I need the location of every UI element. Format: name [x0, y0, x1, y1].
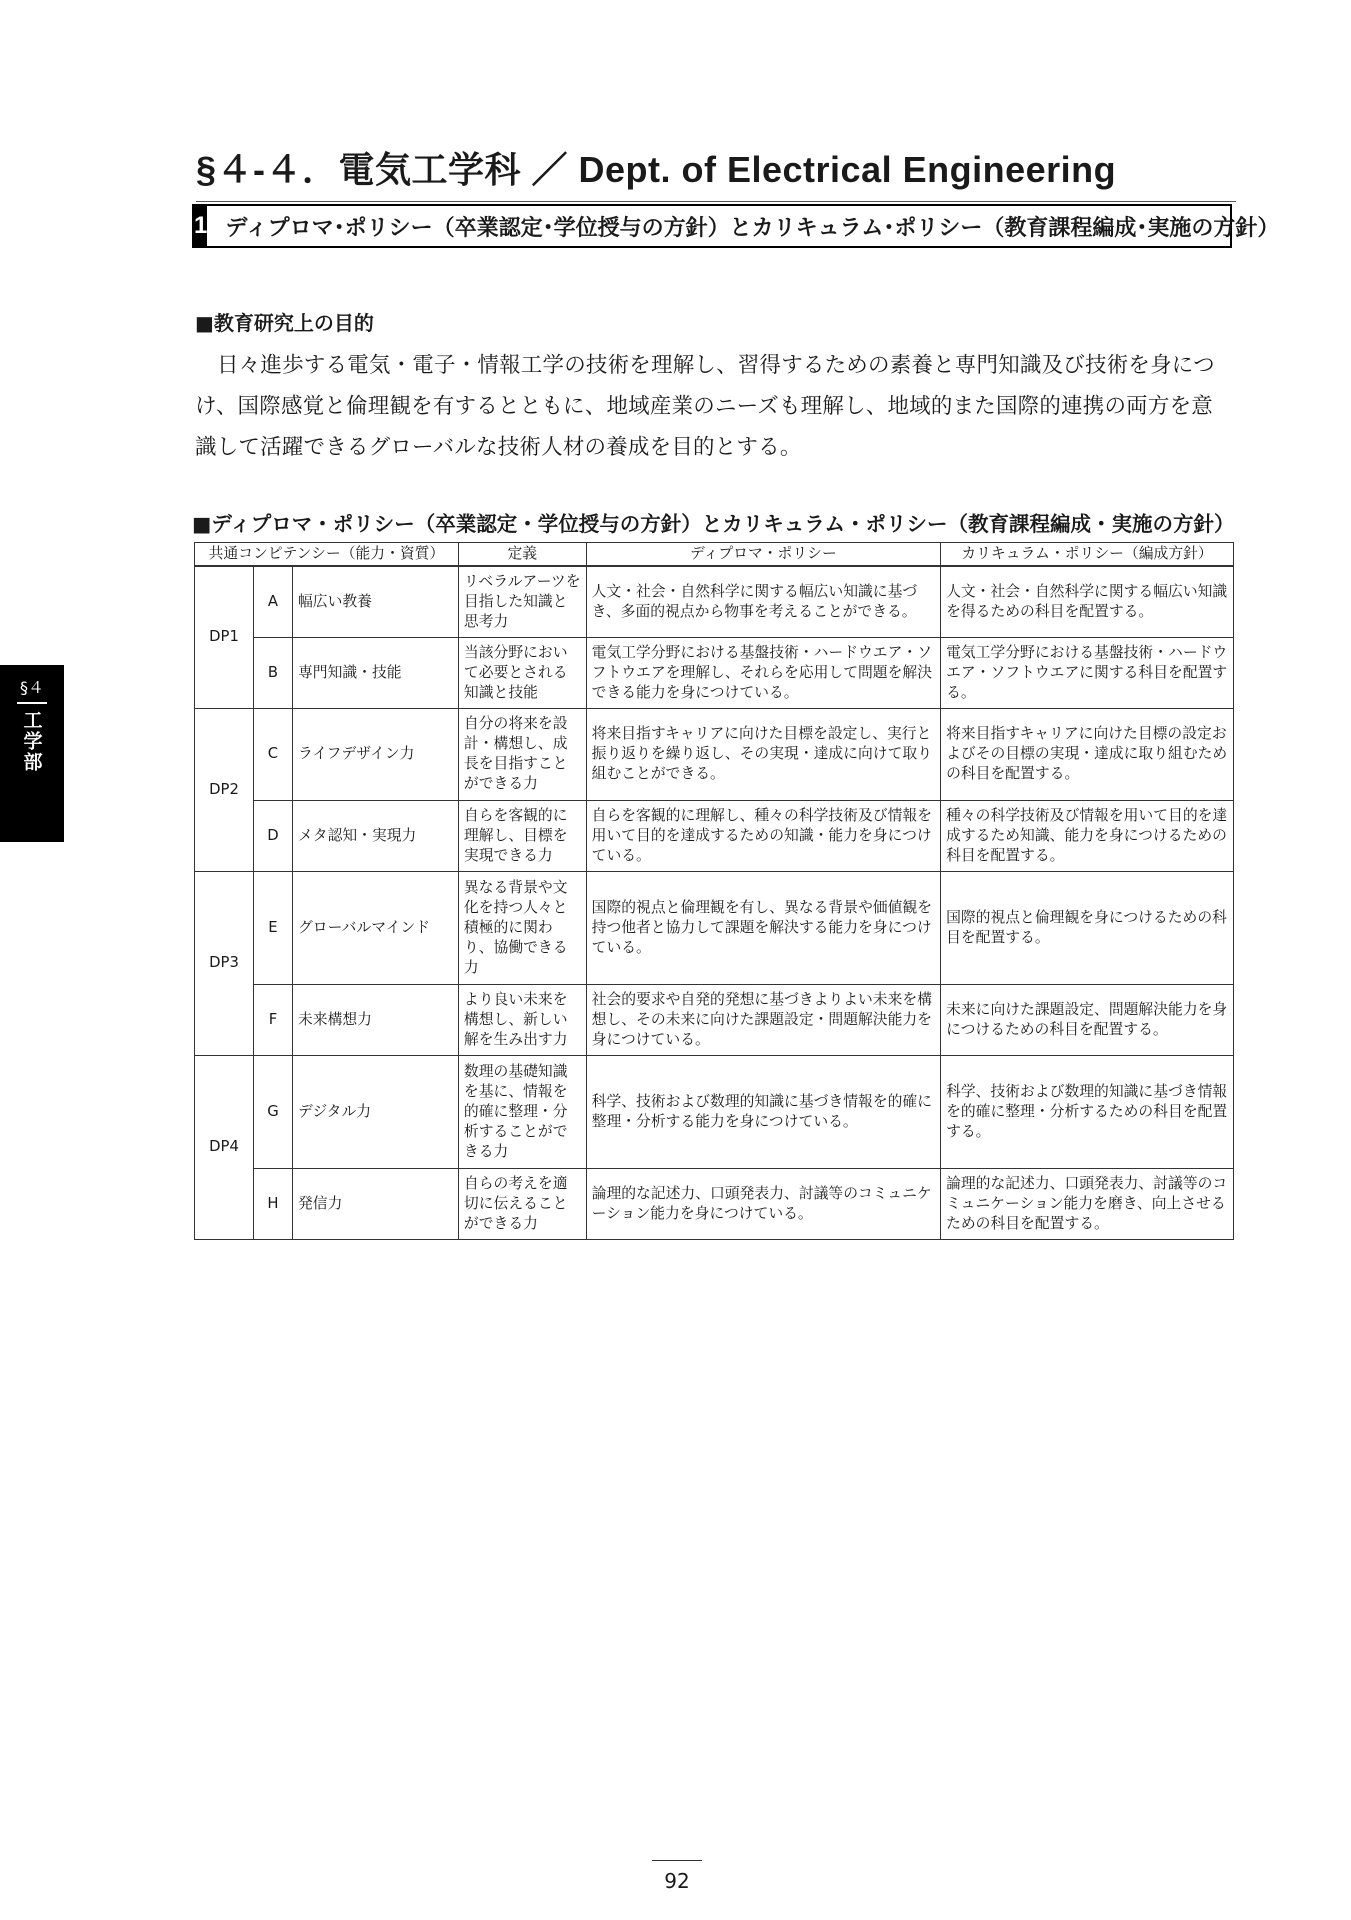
competency-letter: E [253, 871, 292, 984]
competency-name: 発信力 [292, 1168, 458, 1239]
competency-name: デジタル力 [292, 1055, 458, 1168]
purpose-text: 日々進歩する電気・電子・情報工学の技術を理解し、習得するための素養と専門知識及び技術を身につけ、国際感覚と倫理観を有するとともに、地域産業のニーズも理解し、地域的また国際的連携の両方を意識して活躍できるグローバルな技術人材の養成を目的とする。 [195, 353, 1215, 460]
diploma-cell: 人文・社会・自然科学に関する幅広い知識に基づき、多面的視点から物事を考えることができる。 [586, 566, 940, 637]
header-definition: 定義 [458, 543, 586, 567]
curriculum-cell: 科学、技術および数理的知識に基づき情報を的確に整理・分析するための科目を配置する。 [941, 1055, 1234, 1168]
competency-name: 幅広い教養 [292, 566, 458, 637]
competency-letter: C [253, 708, 292, 800]
diploma-cell: 論理的な記述力、口頭発表力、討議等のコミュニケーション能力を身につけている。 [586, 1168, 940, 1239]
table-row [195, 984, 1234, 1055]
diploma-cell: 自らを客観的に理解し、種々の科学技術及び情報を用いて目的を達成するための知識・能力を身につけている。 [586, 800, 940, 871]
definition-cell: より良い未来を構想し、新しい解を生み出す力 [458, 984, 586, 1055]
dp-label: DP1 [195, 566, 254, 708]
definition-cell: 自らを客観的に理解し、目標を実現できる力 [458, 800, 586, 871]
table-row [195, 1055, 1234, 1168]
competency-letter: F [253, 984, 292, 1055]
definition-cell: 自分の将来を設計・構想し、成長を目指すことができる力 [458, 708, 586, 800]
table-row [195, 566, 1234, 637]
header-competency: 共通コンピテンシー（能力・資質） [195, 543, 459, 567]
table-row [195, 708, 1234, 800]
curriculum-cell: 将来目指すキャリアに向けた目標の設定およびその目標の実現・達成に取り組むための科目を配置する。 [941, 708, 1234, 800]
curriculum-cell: 種々の科学技術及び情報を用いて目的を達成するため知識、能力を身につけるための科目を配置する。 [941, 800, 1234, 871]
purpose-heading: ■教育研究上の目的 [195, 311, 374, 335]
definition-cell: リベラルアーツを目指した知識と思考力 [458, 566, 586, 637]
competency-name: メタ認知・実現力 [292, 800, 458, 871]
table-row [195, 637, 1234, 708]
competency-name: グローバルマインド [292, 871, 458, 984]
side-tab-divider [17, 702, 47, 704]
diploma-cell: 将来目指すキャリアに向けた目標を設定し、実行と振り返りを繰り返し、その実現・達成に向けて取り組むことができる。 [586, 708, 940, 800]
curriculum-cell: 未来に向けた課題設定、問題解決能力を身につけるための科目を配置する。 [941, 984, 1234, 1055]
side-tab-faculty: 工学部 [20, 710, 43, 773]
curriculum-cell: 国際的視点と倫理観を身につけるための科目を配置する。 [941, 871, 1234, 984]
section-number: 1 [194, 206, 207, 246]
definition-cell: 自らの考えを適切に伝えることができる力 [458, 1168, 586, 1239]
page-title: §４-４．電気工学科 ／ Dept. of Electrical Engineering [196, 142, 1236, 202]
header-diploma-policy: ディプロマ・ポリシー [586, 543, 940, 567]
dp-label: DP4 [195, 1055, 254, 1239]
diploma-cell: 科学、技術および数理的知識に基づき情報を的確に整理・分析する能力を身につけている。 [586, 1055, 940, 1168]
diploma-cell: 電気工学分野における基盤技術・ハードウエア・ソフトウエアを理解し、それらを応用して問題を解決できる能力を身につけている。 [586, 637, 940, 708]
definition-cell: 当該分野において必要とされる知識と技能 [458, 637, 586, 708]
table-row [195, 1168, 1234, 1239]
policy-table [194, 542, 1234, 1240]
table-heading: ■ディプロマ・ポリシー（卒業認定・学位授与の方針）とカリキュラム・ポリシー（教育課程編成・実施の方針） [192, 512, 1235, 536]
diploma-cell: 国際的視点と倫理観を有し、異なる背景や価値観を持つ他者と協力して課題を解決する能力を身につけている。 [586, 871, 940, 984]
section-title: ディプロマ･ポリシー（卒業認定･学位授与の方針）とカリキュラム･ポリシー（教育課程編成･実施の方針） [225, 215, 1280, 241]
table-row [195, 871, 1234, 984]
definition-cell: 異なる背景や文化を持つ人々と積極的に関わり、協働できる力 [458, 871, 586, 984]
side-tab-section: §４ [19, 678, 44, 697]
competency-name: 専門知識・技能 [292, 637, 458, 708]
diploma-cell: 社会的要求や自発的発想に基づきよりよい未来を構想し、その未来に向けた課題設定・問題解決能力を身につけている。 [586, 984, 940, 1055]
competency-name: ライフデザイン力 [292, 708, 458, 800]
curriculum-cell: 論理的な記述力、口頭発表力、討議等のコミュニケーション能力を磨き、向上させるための科目を配置する。 [941, 1168, 1234, 1239]
curriculum-cell: 電気工学分野における基盤技術・ハードウエア・ソフトウエアに関する科目を配置する。 [941, 637, 1234, 708]
curriculum-cell: 人文・社会・自然科学に関する幅広い知識を得るための科目を配置する。 [941, 566, 1234, 637]
dp-label: DP2 [195, 708, 254, 871]
competency-name: 未来構想力 [292, 984, 458, 1055]
table-row [195, 800, 1234, 871]
table-header-row [195, 543, 1234, 567]
competency-letter: B [253, 637, 292, 708]
chapter-side-tab [0, 665, 64, 842]
header-curriculum-policy: カリキュラム・ポリシー（編成方針） [941, 543, 1234, 567]
definition-cell: 数理の基礎知識を基に、情報を的確に整理・分析することができる力 [458, 1055, 586, 1168]
dp-label: DP3 [195, 871, 254, 1055]
competency-letter: G [253, 1055, 292, 1168]
competency-letter: H [253, 1168, 292, 1239]
section-heading-bar [192, 204, 1280, 248]
competency-letter: D [253, 800, 292, 871]
competency-letter: A [253, 566, 292, 637]
page-number: 92 [652, 1860, 702, 1893]
